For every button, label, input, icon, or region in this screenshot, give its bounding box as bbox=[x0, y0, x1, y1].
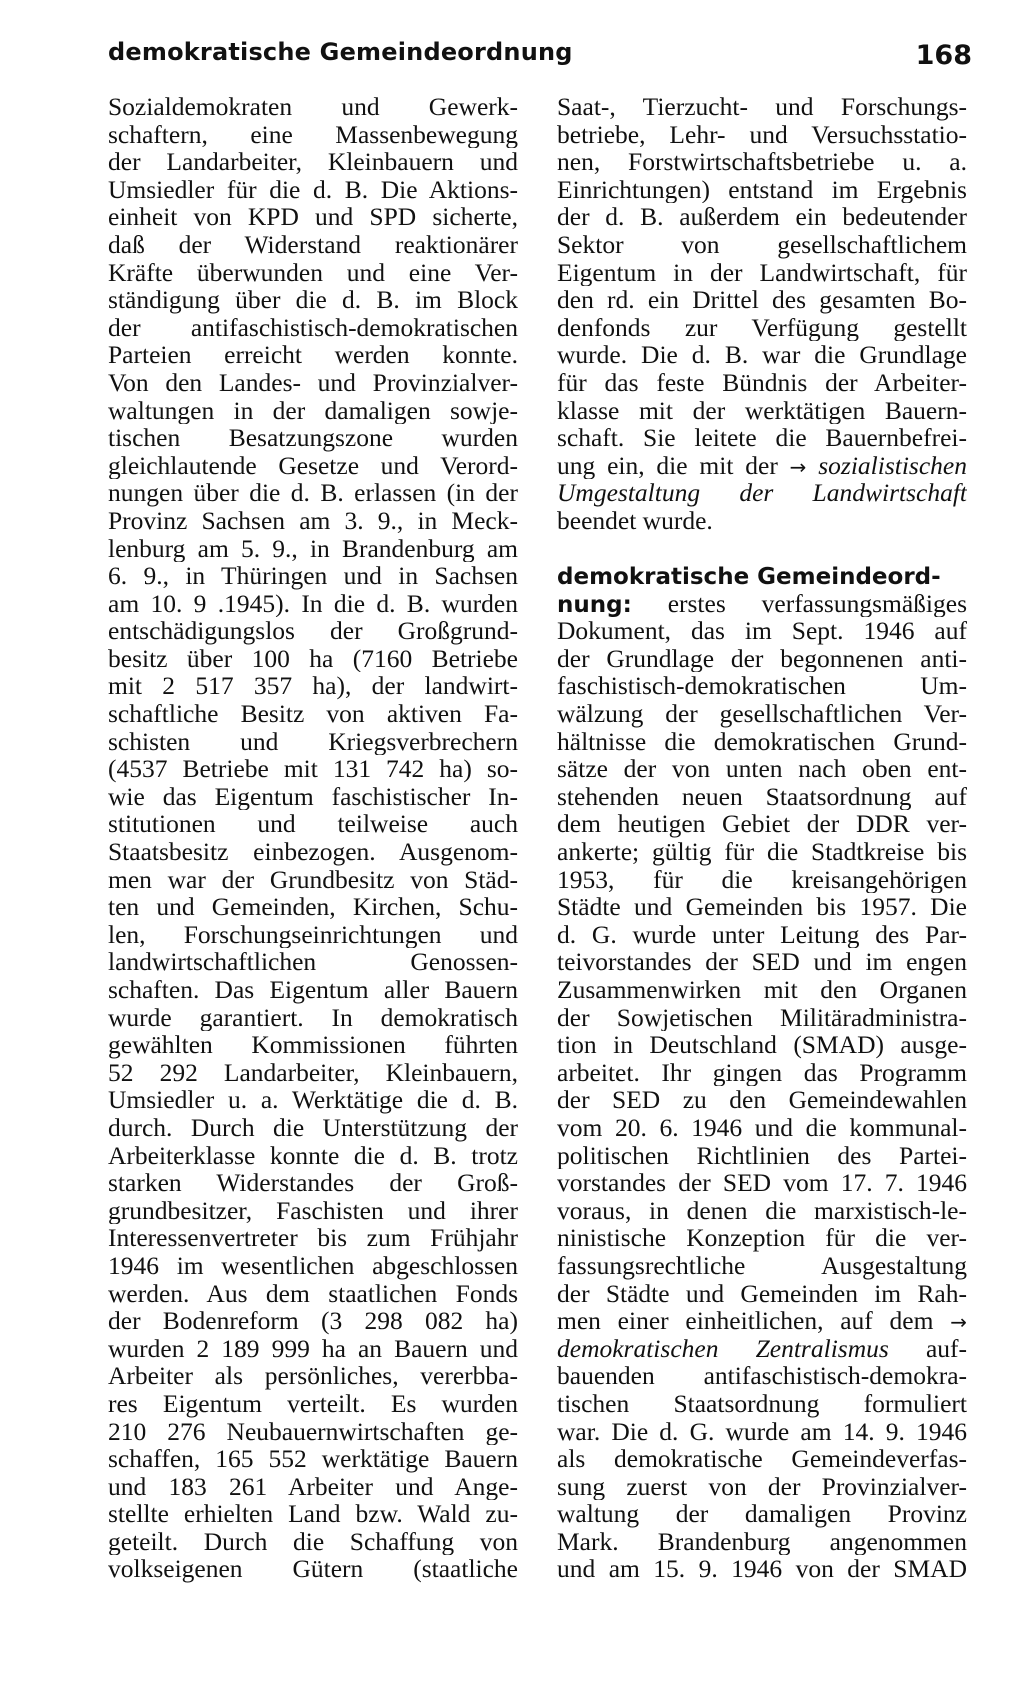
text-line: der SED zu den Gemeindewahlen bbox=[557, 1086, 967, 1114]
text-line: res Eigentum verteilt. Es wurden bbox=[108, 1389, 518, 1418]
text-line: durch. Durch die Unterstützung der bbox=[108, 1113, 518, 1142]
text-line: Sektor von gesellschaftlichem bbox=[557, 230, 967, 259]
text-line: der Grundlage der begonnenen anti- bbox=[557, 644, 967, 673]
text-line: klasse mit der werktätigen Bauern- bbox=[557, 396, 967, 425]
text-line: landwirtschaftlichen Genossen- bbox=[108, 948, 518, 976]
text-line: für das feste Bündnis der Arbeiter- bbox=[557, 368, 967, 397]
text-line: stellte erhielten Land bzw. Wald zu- bbox=[108, 1500, 518, 1528]
text-line: Saat-, Tierzucht- und Forschungs- bbox=[557, 93, 967, 121]
text-line: 1946 im wesentlichen abgeschlossen bbox=[108, 1251, 518, 1280]
text-line: ankerte; gültig für die Stadtkreise bis bbox=[557, 838, 967, 866]
text-line: Zusammenwirken mit den Organen bbox=[557, 976, 967, 1004]
entry-title-line bbox=[557, 562, 967, 590]
text-line: (4537 Betriebe mit 131 742 ha) so- bbox=[108, 755, 518, 783]
text-line: den rd. ein Drittel des gesamten Bo- bbox=[557, 286, 967, 314]
text-line: denfonds zur Verfügung gestellt bbox=[557, 313, 967, 342]
text-line: schaft. Sie leitete die Bauernbefrei- bbox=[557, 424, 967, 452]
text-line: und am 15. 9. 1946 von der SMAD bbox=[557, 1555, 967, 1584]
text-line: Einrichtungen) entstand im Ergebnis bbox=[557, 175, 967, 204]
cross-reference-term[interactable]: sozialistischen bbox=[818, 451, 967, 480]
text-line: wie das Eigentum faschistischer In- bbox=[108, 782, 518, 811]
text-line: schisten und Kriegsverbrechern bbox=[108, 727, 518, 756]
entry-title: demokratische Gemeindeord- bbox=[557, 564, 941, 590]
text-line: tischen Besatzungszone wurden bbox=[108, 424, 518, 452]
text-line: Umsiedler u. a. Werktätige die d. B. bbox=[108, 1086, 518, 1114]
text-line: 6. 9., in Thüringen und in Sachsen bbox=[108, 562, 518, 590]
entry-title-continuation: nung: bbox=[557, 591, 632, 618]
text-line: schaften. Das Eigentum aller Bauern bbox=[108, 976, 518, 1004]
text-line: nungen über die d. B. erlassen (in der bbox=[108, 479, 518, 507]
text-line: der Städte und Gemeinden im Rah- bbox=[557, 1279, 967, 1308]
text-line: der Landarbeiter, Kleinbauern und bbox=[108, 148, 518, 176]
text-line: der d. B. außerdem ein bedeutender bbox=[557, 203, 967, 231]
cross-reference-line bbox=[557, 1307, 967, 1335]
text-line: wälzung der gesellschaftlichen Ver- bbox=[557, 700, 967, 728]
text-line: schaffen, 165 552 werktätige Bauern bbox=[108, 1445, 518, 1473]
text-fragment: men einer einheitlichen, auf dem bbox=[557, 1307, 934, 1335]
text-line: fassungsrechtliche Ausgestaltung bbox=[557, 1251, 967, 1280]
text-line: sung zuerst von der Provinzialver- bbox=[557, 1472, 967, 1501]
text-line: Sozialdemokraten und Gewerk- bbox=[108, 93, 518, 121]
text-line: volkseigenen Gütern (staatliche bbox=[108, 1555, 518, 1584]
text-line: 210 276 Neubauernwirtschaften ge- bbox=[108, 1417, 518, 1446]
text-line: 52 292 Landarbeiter, Kleinbauern, bbox=[108, 1058, 518, 1087]
text-line: waltungen in der damaligen sowje- bbox=[108, 396, 518, 425]
text-line: beendet wurde. bbox=[557, 506, 713, 535]
text-line: betriebe, Lehr- und Versuchsstatio- bbox=[557, 120, 967, 149]
text-line: der Sowjetischen Militäradministra- bbox=[557, 1003, 967, 1032]
text-line: und 183 261 Arbeiter und Ange- bbox=[108, 1472, 518, 1501]
cross-reference-line bbox=[557, 1335, 967, 1363]
cross-reference-line bbox=[557, 452, 967, 480]
text-line: besitz über 100 ha (7160 Betriebe bbox=[108, 644, 518, 673]
text-line: d. G. wurde unter Leitung des Par- bbox=[557, 920, 967, 949]
running-head: demokratische Gemeindeordnung bbox=[108, 38, 573, 66]
text-line: men war der Grundbesitz von Städ- bbox=[108, 865, 518, 894]
text-line: Kräfte überwunden und eine Ver- bbox=[108, 258, 518, 287]
text-line: gewählten Kommissionen führten bbox=[108, 1031, 518, 1059]
entry-title-line bbox=[557, 590, 967, 618]
text-line: starken Widerstandes der Groß- bbox=[108, 1169, 518, 1197]
text-line: faschistisch-demokratischen Um- bbox=[557, 672, 967, 701]
text-line: Provinz Sachsen am 3. 9., in Meck- bbox=[108, 506, 518, 535]
text-line: wurden 2 189 999 ha an Bauern und bbox=[108, 1334, 518, 1363]
text-line: waltung der damaligen Provinz bbox=[557, 1500, 967, 1528]
text-line: dem heutigen Gebiet der DDR ver- bbox=[557, 810, 967, 839]
text-line: nen, Forstwirtschaftsbetriebe u. a. bbox=[557, 148, 967, 176]
text-line: Arbeiter als persönliches, vererbba- bbox=[108, 1362, 518, 1390]
text-line: gleichlautende Gesetze und Verord- bbox=[108, 451, 518, 480]
left-column bbox=[108, 93, 518, 1583]
text-line: tion in Deutschland (SMAD) ausge- bbox=[557, 1031, 967, 1059]
cross-reference-arrow-icon: → bbox=[950, 1310, 967, 1335]
text-line: daß der Widerstand reaktionärer bbox=[108, 230, 518, 259]
text-line: grundbesitzer, Faschisten und ihrer bbox=[108, 1196, 518, 1225]
text-line: stehenden neuen Staatsordnung auf bbox=[557, 782, 967, 811]
entry-gap bbox=[557, 535, 967, 563]
text-line: mit 2 517 357 ha), der landwirt- bbox=[108, 672, 518, 701]
text-line: sätze der von unten nach oben ent- bbox=[557, 755, 967, 783]
text-line: vorstandes der SED vom 17. 7. 1946 bbox=[557, 1169, 967, 1197]
cross-reference-term[interactable]: demokratischen Zentralismus bbox=[557, 1334, 889, 1363]
text-line: Dokument, das im Sept. 1946 auf bbox=[557, 617, 967, 645]
text-fragment: ung ein, die mit der bbox=[557, 451, 778, 480]
text-line: Arbeiterklasse konnte die d. B. trotz bbox=[108, 1141, 518, 1170]
text-line: bauenden antifaschistisch-demokra- bbox=[557, 1362, 967, 1390]
text-line: Interessenvertreter bis zum Frühjahr bbox=[108, 1224, 518, 1252]
text-line: entschädigungslos der Großgrund- bbox=[108, 617, 518, 645]
text-line: ten und Gemeinden, Kirchen, Schu- bbox=[108, 893, 518, 921]
cross-reference-word: Umgestaltung bbox=[557, 479, 701, 507]
text-line: am 10. 9 .1945). In die d. B. wurden bbox=[108, 589, 518, 618]
text-line: hältnisse die demokratischen Grund- bbox=[557, 727, 967, 756]
text-line: wurde garantiert. In demokratisch bbox=[108, 1003, 518, 1032]
text-line: voraus, in denen die marxistisch-le- bbox=[557, 1196, 967, 1225]
text-fragment: auf- bbox=[925, 1334, 967, 1363]
text-line: Eigentum in der Landwirtschaft, für bbox=[557, 258, 967, 287]
text-line: der antifaschistisch-demokratischen bbox=[108, 313, 518, 342]
text-line: politischen Richtlinien des Partei- bbox=[557, 1141, 967, 1170]
text-line: stitutionen und teilweise auch bbox=[108, 810, 518, 839]
text-line: als demokratische Gemeindeverfas- bbox=[557, 1445, 967, 1473]
text-line: Mark. Brandenburg angenommen bbox=[557, 1527, 967, 1556]
cross-reference-word: Landwirtschaft bbox=[812, 479, 967, 507]
text-line: Städte und Gemeinden bis 1957. Die bbox=[557, 893, 967, 921]
text-line: ninistische Konzeption für die ver- bbox=[557, 1224, 967, 1252]
text-line: 1953, für die kreisangehörigen bbox=[557, 865, 967, 894]
text-fragment: erstes verfassungsmäßiges bbox=[667, 589, 967, 618]
text-line: Umsiedler für die d. B. Die Aktions- bbox=[108, 175, 518, 204]
text-line: len, Forschungseinrichtungen und bbox=[108, 920, 518, 949]
text-line: der Bodenreform (3 298 082 ha) bbox=[108, 1307, 518, 1335]
text-line: Staatsbesitz einbezogen. Ausgenom- bbox=[108, 838, 518, 866]
cross-reference-arrow-icon: → bbox=[789, 454, 807, 479]
text-line: tischen Staatsordnung formuliert bbox=[557, 1389, 967, 1418]
cross-reference-word: der bbox=[739, 479, 774, 507]
text-line: Von den Landes- und Provinzialver- bbox=[108, 368, 518, 397]
cross-reference-line[interactable] bbox=[557, 479, 967, 507]
text-line: schaftern, eine Massenbewegung bbox=[108, 120, 518, 149]
text-line: war. Die d. G. wurde am 14. 9. 1946 bbox=[557, 1417, 967, 1446]
text-line: arbeitet. Ihr gingen das Programm bbox=[557, 1058, 967, 1087]
text-line: teivorstandes der SED und im engen bbox=[557, 948, 967, 976]
text-line: schaftliche Besitz von aktiven Fa- bbox=[108, 700, 518, 728]
text-line: geteilt. Durch die Schaffung von bbox=[108, 1527, 518, 1556]
text-line: wurde. Die d. B. war die Grundlage bbox=[557, 341, 967, 369]
text-line: ständigung über die d. B. im Block bbox=[108, 286, 518, 314]
text-line: lenburg am 5. 9., in Brandenburg am bbox=[108, 534, 518, 563]
text-line: Parteien erreicht werden konnte. bbox=[108, 341, 518, 369]
page-number: 168 bbox=[915, 40, 972, 71]
right-column bbox=[557, 93, 967, 1583]
text-line: vom 20. 6. 1946 und die kommunal- bbox=[557, 1113, 967, 1142]
text-line: einheit von KPD und SPD sicherte, bbox=[108, 203, 518, 231]
text-line: werden. Aus dem staatlichen Fonds bbox=[108, 1279, 518, 1308]
